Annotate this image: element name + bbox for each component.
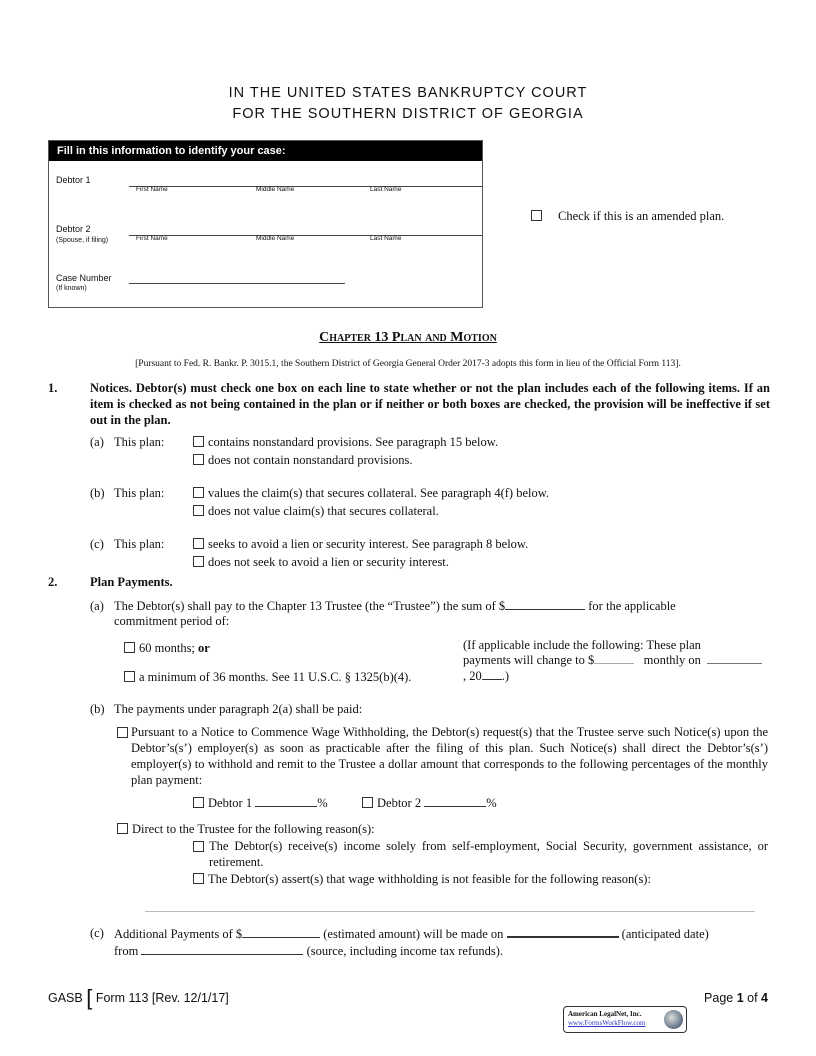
item-label: This plan:: [114, 537, 165, 551]
text: Page: [704, 991, 737, 1005]
current-page: 1: [736, 991, 744, 1005]
checkbox[interactable]: [193, 454, 204, 465]
court-header-line1: IN THE UNITED STATES BANKRUPTCY COURT: [228, 85, 588, 101]
text: commitment period of:: [114, 614, 230, 628]
text: monthly on: [643, 653, 701, 667]
source-field[interactable]: [141, 943, 303, 955]
debtor2-field[interactable]: [129, 235, 482, 236]
debtor1-field[interactable]: [129, 186, 482, 187]
text: (estimated amount) will be made on: [323, 927, 504, 941]
option-36-months[interactable]: [124, 669, 411, 685]
text: (anticipated date): [621, 927, 709, 941]
plan-sum-field[interactable]: [505, 598, 585, 610]
checkbox[interactable]: [193, 487, 204, 498]
case-box-title: Fill in this information to identify your case:: [49, 141, 482, 161]
logo-text: American LegalNet, Inc.: [568, 1010, 642, 1018]
plan-sum-line: [114, 598, 676, 614]
document-title: Chapter 13 Plan and Motion: [319, 330, 497, 345]
checkbox[interactable]: [193, 556, 204, 567]
percent-sign: %: [486, 796, 497, 810]
option-label: contains nonstandard provisions. See paragraph 15 below.: [208, 435, 499, 449]
change-amount-field[interactable]: [594, 652, 634, 664]
page-number: [690, 990, 768, 1006]
additional-payments-line: [114, 925, 709, 942]
option-checkbox[interactable]: [193, 485, 549, 501]
option-checkbox[interactable]: [193, 536, 528, 552]
option-checkbox[interactable]: [193, 503, 439, 519]
court-header-line2: FOR THE SOUTHERN DISTRICT OF GEORGIA: [232, 106, 584, 122]
source-line: [114, 943, 503, 959]
pursuant-note: [Pursuant to Fed. R. Bankr. P. 3015.1, the Southern District of Georgia General Order 2017-3 adopts this form in lieu of the Official Form 113].: [135, 359, 681, 369]
wage-withholding-text: Pursuant to a Notice to Commence Wage Withholding, the Debtor(s) request(s) that the Trustee serve such Notice(s) upon the Debtor’s(s’) employer(s) as soon as practicable after the filing of this plan. Such Notice(s) shall direct the Debtor’s(s’) employer(s) to withhold and remit to the Trustee a dollar amount that corresponds to the following percentages of the monthly plan payment:: [131, 725, 768, 787]
footer-code: GASB: [48, 991, 83, 1005]
text: Additional Payments of $: [114, 927, 243, 941]
globe-icon: [664, 1010, 683, 1029]
item-label: This plan:: [114, 486, 165, 500]
checkbox[interactable]: [193, 505, 204, 516]
debtor1-percent-field[interactable]: [255, 795, 317, 807]
or-label: or: [198, 641, 210, 655]
text: (If applicable include the following: These plan: [463, 638, 701, 652]
option-label: does not value claim(s) that secures collateral.: [208, 504, 439, 518]
first-name-label: First Name: [136, 235, 168, 242]
last-name-label: Last Name: [370, 186, 402, 193]
change-line: [463, 652, 762, 668]
middle-name-label: Middle Name: [256, 186, 295, 193]
option-label: 60 months;: [139, 641, 195, 655]
debtor1-percent: [193, 795, 328, 811]
option-checkbox[interactable]: [193, 554, 449, 570]
reason-field[interactable]: [145, 911, 755, 912]
additional-amount-field[interactable]: [242, 926, 320, 938]
option-label: does not seek to avoid a lien or security interest.: [208, 555, 449, 569]
logo-link[interactable]: www.FormsWorkFlow.com: [568, 1019, 646, 1027]
case-number-label: Case Number: [56, 273, 112, 283]
american-legalnet-logo[interactable]: [563, 1006, 687, 1033]
checkbox[interactable]: [124, 642, 135, 653]
bracket: [: [86, 985, 93, 1010]
item-letter: (b): [90, 702, 105, 716]
option-label: The Debtor(s) assert(s) that wage withholding is not feasible for the following reason(s):: [208, 872, 651, 886]
document-title-wrap: [0, 330, 816, 346]
wage-withholding-checkbox[interactable]: [117, 727, 128, 738]
change-year-field[interactable]: [482, 668, 502, 680]
item-label: This plan:: [114, 435, 165, 449]
direct-to-trustee-option[interactable]: [117, 821, 375, 837]
text: (source, including income tax refunds).: [306, 944, 504, 958]
item-letter: (c): [90, 537, 104, 551]
option-label: Direct to the Trustee for the following reason(s):: [132, 822, 375, 836]
text: from: [114, 944, 139, 958]
reason2-option[interactable]: [193, 871, 651, 887]
checkbox[interactable]: [193, 873, 204, 884]
change-year-line: [463, 668, 509, 684]
debtor1-label: Debtor 1: [56, 175, 91, 185]
checkbox[interactable]: [362, 797, 373, 808]
checkbox[interactable]: [117, 823, 128, 834]
checkbox[interactable]: [531, 210, 542, 221]
text: payments will change to $: [463, 653, 595, 667]
text: for the applicable: [588, 599, 676, 613]
reason1-checkbox[interactable]: [193, 841, 204, 852]
text: The Debtor(s) shall pay to the Chapter 13 Trustee (the “Trustee”) the sum of $: [114, 599, 506, 613]
first-name-label: First Name: [136, 186, 168, 193]
footer-form: Form 113 [Rev. 12/1/17]: [95, 991, 229, 1005]
item-letter: (a): [90, 599, 104, 613]
debtor2-sublabel: (Spouse, if filing): [56, 237, 109, 244]
checkbox[interactable]: [193, 797, 204, 808]
percent-sign: %: [317, 796, 328, 810]
option-label: values the claim(s) that secures collateral. See paragraph 4(f) below.: [208, 486, 550, 500]
anticipated-date-field[interactable]: [507, 925, 619, 938]
option-checkbox[interactable]: [193, 434, 498, 450]
label: Debtor 2: [377, 796, 422, 810]
total-pages: 4: [761, 991, 768, 1005]
option-label: does not contain nonstandard provisions.: [208, 453, 413, 467]
middle-name-label: Middle Name: [256, 235, 295, 242]
checkbox[interactable]: [124, 671, 135, 682]
text: , 20: [463, 669, 482, 683]
footer-form-id: [48, 985, 229, 1010]
reason1-text: The Debtor(s) receive(s) income solely from self-employment, Social Security, government assistance, or retirement.: [209, 839, 768, 869]
last-name-label: Last Name: [370, 235, 402, 242]
text: The payments under paragraph 2(a) shall be paid:: [114, 702, 363, 716]
amended-plan-checkbox-row[interactable]: [531, 208, 724, 224]
option-checkbox[interactable]: [193, 452, 413, 468]
option-label: a minimum of 36 months. See 11 U.S.C. § 1325(b)(4).: [139, 670, 412, 684]
change-date-field[interactable]: [707, 652, 762, 664]
item-letter: (a): [90, 435, 104, 449]
text: .): [501, 669, 510, 683]
checkbox[interactable]: [193, 538, 204, 549]
case-number-sublabel: (If known): [56, 285, 87, 292]
debtor2-label: Debtor 2: [56, 224, 91, 234]
section-1-number: 1.: [48, 381, 58, 395]
amended-plan-label: Check if this is an amended plan.: [558, 209, 725, 223]
text: of: [743, 991, 762, 1005]
item-letter: (c): [90, 926, 104, 940]
checkbox[interactable]: [193, 436, 204, 447]
case-number-field[interactable]: [129, 283, 345, 284]
option-label: seeks to avoid a lien or security interest. See paragraph 8 below.: [208, 537, 529, 551]
section-1-notices: Notices. Debtor(s) must check one box on each line to state whether or not the plan includes each of the following items. If an item is checked as not being contained in the plan or if neither or both boxes are checked, the provision will be ineffective if set out in the plan.: [90, 381, 770, 427]
case-info-box: [48, 140, 483, 308]
item-letter: (b): [90, 486, 105, 500]
debtor2-percent: [362, 795, 497, 811]
label: Debtor 1: [208, 796, 253, 810]
section-2-number: 2.: [48, 575, 58, 589]
debtor2-percent-field[interactable]: [424, 795, 486, 807]
section-2-title: Plan Payments.: [90, 575, 173, 589]
option-60-months[interactable]: [124, 640, 210, 656]
